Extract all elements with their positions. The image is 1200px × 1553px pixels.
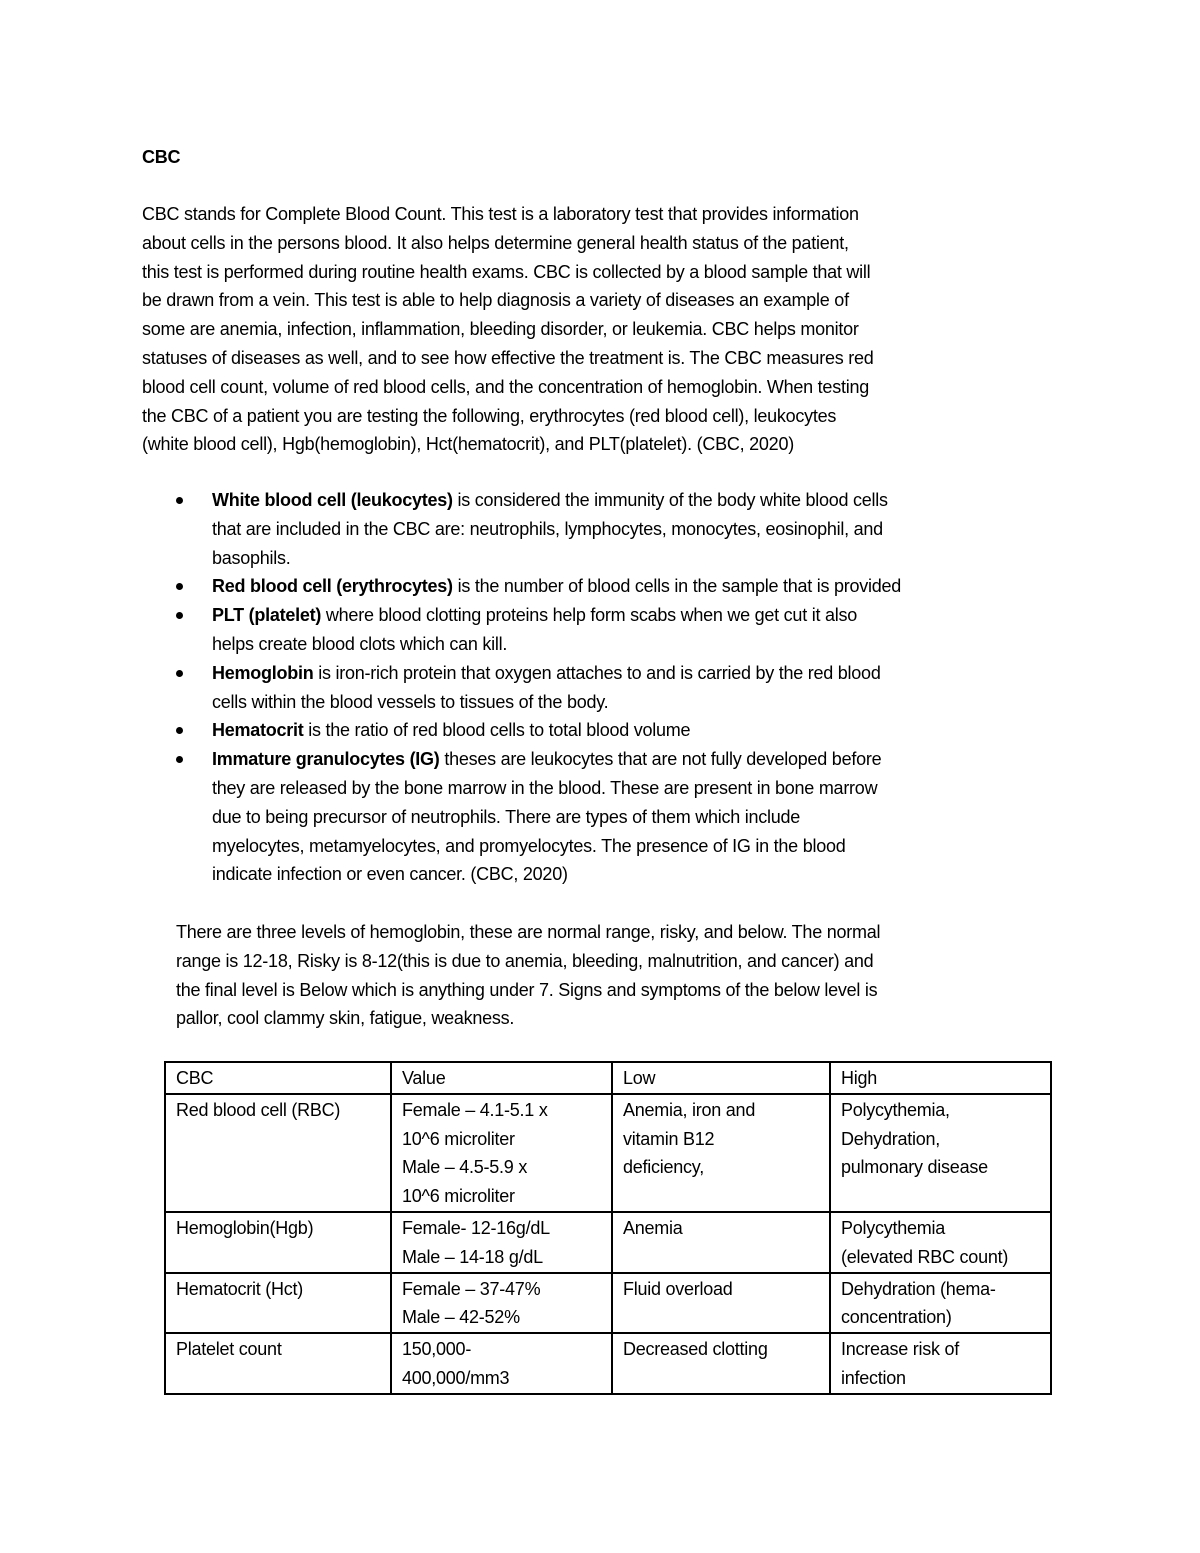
table-cell xyxy=(165,1094,391,1212)
bullet-icon xyxy=(176,670,183,677)
table-cell xyxy=(830,1333,1051,1394)
bullet-line xyxy=(212,486,901,515)
cell-line: concentration) xyxy=(841,1307,952,1328)
bullet-line xyxy=(212,688,901,717)
table-cell xyxy=(165,1273,391,1334)
bullet-item xyxy=(176,601,901,659)
bullet-line xyxy=(212,544,901,573)
table-row xyxy=(165,1273,1051,1334)
intro-line: blood cell count, volume of red blood cells, and the concentration of hemoglobin. When testing xyxy=(142,376,869,397)
bullet-text: that are included in the CBC are: neutrophils, lymphocytes, monocytes, eosinophil, and xyxy=(212,518,883,539)
bullet-line xyxy=(212,860,901,889)
cell-line: pulmonary disease xyxy=(841,1157,988,1178)
header-cell: Value xyxy=(391,1062,612,1094)
cell-line: Hemoglobin(Hgb) xyxy=(176,1217,314,1238)
bullet-line xyxy=(212,630,901,659)
bullet-term: Immature granulocytes (IG) xyxy=(212,749,440,770)
table-cell xyxy=(612,1333,830,1394)
levels-line: the final level is Below which is anything under 7. Signs and symptoms of the below level is xyxy=(176,979,878,1000)
bullet-line xyxy=(212,832,901,861)
bullet-item xyxy=(176,572,901,601)
bullet-term: Hematocrit xyxy=(212,720,304,741)
cbc-reference-table xyxy=(164,1061,1052,1395)
cell-line: Female – 4.1-5.1 x xyxy=(402,1099,548,1120)
bullet-line xyxy=(212,659,901,688)
cell-line: Increase risk of xyxy=(841,1339,960,1360)
cell-line: Female – 37-47% xyxy=(402,1278,541,1299)
intro-line: the CBC of a patient you are testing the following, erythrocytes (red blood cell), leukocytes xyxy=(142,405,837,426)
header-cell: High xyxy=(830,1062,1051,1094)
cell-line: Anemia, iron and xyxy=(623,1099,756,1120)
intro-line: some are anemia, infection, inflammation, bleeding disorder, or leukemia. CBC helps monitor xyxy=(142,319,859,340)
table-cell xyxy=(391,1212,612,1273)
bullet-item xyxy=(176,716,901,745)
document-title: CBC xyxy=(142,147,181,167)
bullet-item xyxy=(176,745,901,889)
cell-line: Polycythemia, xyxy=(841,1099,950,1120)
table-cell xyxy=(165,1212,391,1273)
hemoglobin-levels-paragraph xyxy=(176,918,880,1033)
bullet-term: Red blood cell (erythrocytes) xyxy=(212,576,453,597)
intro-paragraph xyxy=(142,200,873,459)
bullet-item xyxy=(176,659,901,717)
bullet-text: helps create blood clots which can kill. xyxy=(212,633,508,654)
bullet-line xyxy=(212,515,901,544)
bullet-text: basophils. xyxy=(212,547,291,568)
bullet-item xyxy=(176,486,901,572)
bullet-term: PLT (platelet) xyxy=(212,605,322,626)
bullet-line xyxy=(212,774,901,803)
intro-line: be drawn from a vein. This test is able to help diagnosis a variety of diseases an example of xyxy=(142,290,849,311)
levels-line: range is 12-18, Risky is 8-12(this is due to anemia, bleeding, malnutrition, and cancer) and xyxy=(176,950,874,971)
table-row xyxy=(165,1333,1051,1394)
table-cell xyxy=(830,1212,1051,1273)
header-cell: CBC xyxy=(165,1062,391,1094)
bullet-text: is the ratio of red blood cells to total blood volume xyxy=(303,720,691,741)
bullet-icon xyxy=(176,583,183,590)
bullet-list xyxy=(176,486,901,889)
table-cell xyxy=(391,1333,612,1394)
cell-line: Platelet count xyxy=(176,1339,282,1360)
table-row xyxy=(165,1094,1051,1212)
bullet-text: due to being precursor of neutrophils. There are types of them which include xyxy=(212,806,801,827)
levels-line: pallor, cool clammy skin, fatigue, weakness. xyxy=(176,1008,515,1029)
cell-line: Male – 4.5-5.9 x xyxy=(402,1157,528,1178)
bullet-term: Hemoglobin xyxy=(212,662,314,683)
bullet-term: White blood cell (leukocytes) xyxy=(212,490,453,510)
intro-line: this test is performed during routine health exams. CBC is collected by a blood sample that will xyxy=(142,261,871,282)
bullet-icon xyxy=(176,727,183,734)
table-cell xyxy=(612,1094,830,1212)
cell-line: vitamin B12 xyxy=(623,1128,715,1149)
cell-line: Dehydration, xyxy=(841,1128,941,1149)
bullet-line xyxy=(212,716,901,745)
bullet-line xyxy=(212,572,901,601)
table-cell xyxy=(830,1094,1051,1212)
table-cell xyxy=(165,1333,391,1394)
table-cell xyxy=(391,1094,612,1212)
cell-line: Male – 42-52% xyxy=(402,1307,520,1328)
header-cell: Low xyxy=(612,1062,830,1094)
bullet-line xyxy=(212,601,901,630)
bullet-text: is considered the immunity of the body white blood cells xyxy=(452,490,888,510)
table-row xyxy=(165,1212,1051,1273)
table-cell xyxy=(612,1273,830,1334)
cell-line: deficiency, xyxy=(623,1157,704,1178)
bullet-text: is iron-rich protein that oxygen attaches to and is carried by the red blood xyxy=(313,662,881,683)
cell-line: Fluid overload xyxy=(623,1278,733,1299)
bullet-text: is the number of blood cells in the sample that is provided xyxy=(452,576,902,597)
table-cell xyxy=(830,1273,1051,1334)
table-cell xyxy=(612,1212,830,1273)
bullet-line xyxy=(212,803,901,832)
cell-line: (elevated RBC count) xyxy=(841,1246,1009,1267)
bullet-text: theses are leukocytes that are not fully developed before xyxy=(439,749,882,770)
intro-line: CBC stands for Complete Blood Count. This test is a laboratory test that provides information xyxy=(142,204,859,224)
bullet-text: indicate infection or even cancer. (CBC, 2020) xyxy=(212,864,568,885)
bullet-text: myelocytes, metamyelocytes, and promyelocytes. The presence of IG in the blood xyxy=(212,835,846,856)
cell-line: 400,000/mm3 xyxy=(402,1367,510,1388)
cell-line: Decreased clotting xyxy=(623,1339,768,1360)
intro-line: (white blood cell), Hgb(hemoglobin), Hct(hematocrit), and PLT(platelet). (CBC, 2020) xyxy=(142,434,794,455)
cell-line: Hematocrit (Hct) xyxy=(176,1278,304,1299)
cell-line: Dehydration (hema- xyxy=(841,1278,996,1299)
bullet-line xyxy=(212,745,901,774)
cell-line: Polycythemia xyxy=(841,1217,946,1238)
cell-line: Female- 12-16g/dL xyxy=(402,1217,550,1238)
cell-line: 150,000- xyxy=(402,1339,472,1360)
bullet-icon xyxy=(176,497,183,504)
bullet-text: they are released by the bone marrow in the blood. These are present in bone marrow xyxy=(212,777,878,798)
bullet-icon xyxy=(176,756,183,763)
cell-line: Red blood cell (RBC) xyxy=(176,1099,341,1120)
bullet-icon xyxy=(176,612,183,619)
intro-line: statuses of diseases as well, and to see how effective the treatment is. The CBC measures red xyxy=(142,347,874,368)
intro-line: about cells in the persons blood. It also helps determine general health status of the patient, xyxy=(142,232,849,253)
cell-line: Anemia xyxy=(623,1217,683,1238)
cell-line: Male – 14-18 g/dL xyxy=(402,1246,543,1267)
table-header-row xyxy=(165,1062,1051,1094)
cell-line: infection xyxy=(841,1367,906,1388)
bullet-text: cells within the blood vessels to tissues of the body. xyxy=(212,691,609,712)
table-cell xyxy=(391,1273,612,1334)
cell-line: 10^6 microliter xyxy=(402,1128,515,1149)
cell-line: 10^6 microliter xyxy=(402,1186,515,1207)
bullet-text: where blood clotting proteins help form scabs when we get cut it also xyxy=(321,605,857,626)
levels-line: There are three levels of hemoglobin, these are normal range, risky, and below. The normal xyxy=(176,922,881,942)
